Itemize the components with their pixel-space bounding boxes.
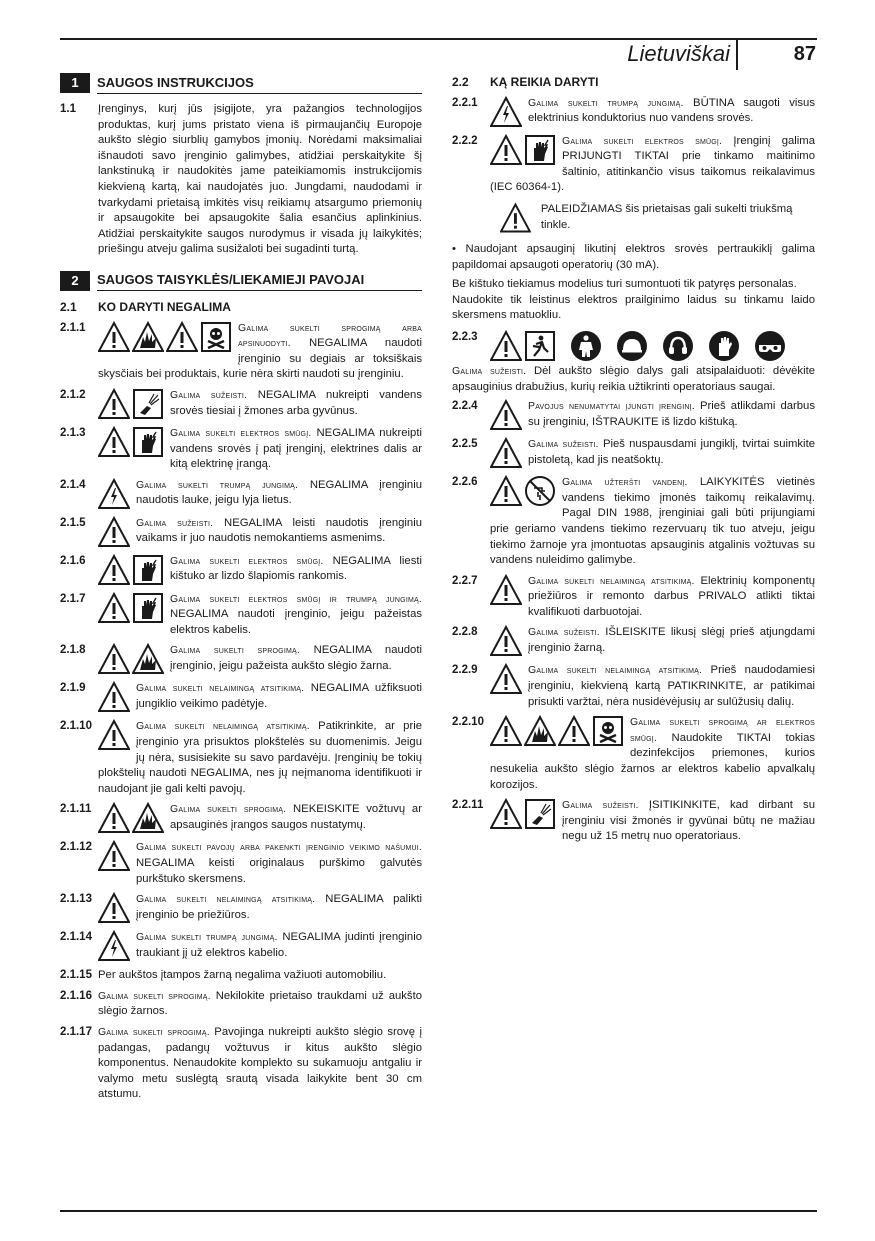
spray-at-person-icon (524, 798, 556, 830)
item-2-1-2 (60, 388, 422, 421)
item-text: NEGALIMA palikti įrenginio be priežiūros. (136, 893, 423, 921)
item-number: 2.1.17 (60, 1026, 92, 1038)
explosion-icon (132, 321, 164, 353)
warning-icon (98, 681, 130, 713)
hazard-caption: Pavojus nenumatytai įjungti įrenginį. (528, 400, 695, 413)
warning-icon (490, 625, 522, 657)
item-2-1-3 (60, 426, 422, 473)
item-number: 2.1.2 (60, 388, 86, 401)
warning-icon (98, 840, 130, 872)
electric-hand-icon (132, 426, 164, 458)
warning-icon (98, 388, 130, 420)
item-text: NEGALIMA naudoti įrenginio, jeigu pažeistas elektros kabelis. (170, 608, 422, 636)
item-number: 2.1.3 (60, 426, 86, 439)
item-text: NEGALIMA nukreipti vandens srovės į patį įrenginį, elektrines dalis ar kitą elektrinę įrangą. (170, 426, 422, 471)
item-2-2-2 (452, 134, 815, 196)
item-text: Pavojinga nukreipti aukšto slėgio srovę į padangas, padangų vožtuvus ir kitus aukšto slėgio komponentus. Nenaudokite komplekto su sukamuoju antgaliu ir valymo metu suslėgtą srautą visada laikykite bent 30 cm atstumu. (98, 1026, 422, 1101)
hazard-caption: Galima sukelti sprogimą arba apsinuodyti. (238, 321, 422, 350)
item-text: NEGALIMA naudoti įrenginio su degiais ar toksiškais skysčiais bei produktais, kurie nėra skirti naudoti su įrenginiu. (98, 337, 422, 381)
item-text: Per aukštos įtampos žarną negalima važiuoti automobiliu. (98, 969, 387, 982)
hazard-caption: Galima sukelti elektros smūgį ir trumpą jungimą. (170, 592, 422, 605)
item-number: 2.1.15 (60, 969, 92, 982)
lightning-icon (490, 96, 522, 128)
hazard-caption: Galima sužeisti. (452, 364, 527, 377)
startup-warning-text: PALEIDŽIAMAS šis prietaisas gali sukelti triukšmą tinkle. (540, 203, 793, 231)
item-2-1-11 (60, 802, 422, 835)
item-text: NEGALIMA nukreipti vandens srovės tiesiai į žmones arba gyvūnus. (170, 388, 422, 417)
subsection-2-2 (452, 75, 815, 91)
item-text: NEGALIMA įrenginiu naudotis lauke, jeigu lyja lietus. (136, 478, 422, 507)
left-column (60, 72, 422, 1108)
warning-icon (98, 592, 130, 624)
hazard-caption: Galima sužeisti. (170, 388, 248, 401)
hazard-caption: Galima sukelti sprogimą. (170, 803, 287, 816)
item-text: NEGALIMA užfiksuoti jungiklio veikimo padėtyje. (136, 682, 422, 711)
item-number: 2.2.2 (452, 134, 478, 147)
toxic-icon (592, 715, 624, 747)
warning-icon (500, 202, 531, 234)
bottom-rule (60, 1210, 817, 1212)
explosion-icon (524, 715, 556, 747)
section-title: SAUGOS TAISYKLĖS/LIEKAMIEJI PAVOJAI (97, 270, 422, 291)
hazard-caption: Galima sukelti elektros smūgį. (170, 554, 324, 567)
section-2-heading (60, 270, 422, 292)
item-number: 2.1.11 (60, 803, 92, 816)
item-text: Pieš nuspausdami jungiklį, tvirtai suimkite pistoletą, kad jis neatšoktų. (528, 438, 815, 466)
item-2-2-8 (452, 625, 815, 658)
item-number: 2.2.5 (452, 438, 478, 451)
hazard-caption: Galima sukelti sprogimą. (98, 989, 211, 1002)
gloves-icon (708, 330, 740, 362)
item-text: NEGALIMA leisti naudotis įrenginiu vaikams ir juo naudotis nemokantiems asmenims. (136, 516, 422, 545)
item-text: NEKEISKITE vožtuvų ar apsauginės įrangos saugos nustatymų. (170, 803, 422, 832)
warning-icon (490, 330, 522, 362)
electric-hand-icon (524, 134, 556, 166)
item-number: 2.1.13 (60, 893, 92, 906)
section-number: 2 (60, 271, 90, 291)
warning-icon (98, 643, 130, 675)
explosion-icon (132, 643, 164, 675)
hazard-caption: Galima sukelti pavojų arba pakenkti įrenginio veikimo našumui. (136, 841, 422, 854)
subsection-number: 2.2 (452, 75, 469, 89)
item-2-1-10 (60, 719, 422, 797)
item-text: LAIKYKITĖS vietinės vandens tiekimo įmonės taikomų reikalavimų. Pagal DIN 1988, įrenginiai gali būti prijungiami prie geriamo vandens tiekimo rezervuarų tik tuo atveju, jeigu tiekimo žarnoje yra įmontuotas apsauginis atgalinis vožtuvas su vandens nuleidimo galimybe. (490, 476, 815, 567)
item-text: Elektrinių komponentų priežiūros ir remonto darbus PRIVALO atlikti tiktai kvalifikuoti darbuotojai. (528, 574, 815, 618)
item-number: 1.1 (60, 103, 76, 115)
goggles-icon (754, 330, 786, 362)
item-number: 2.2.4 (452, 400, 478, 413)
warning-icon (98, 892, 130, 924)
warning-icon (490, 715, 522, 747)
item-2-2-10 (452, 715, 815, 793)
item-2-2-5 (452, 437, 815, 470)
item-text: Įrenginys, kurį jūs įsigijote, yra pažangios technologijos produktas, kurį jums pristato viena iš pirmaujančių Europoje aukšto slėgio siurblių gamybos įmonių. Norėdami maksimaliai išnaudoti savo įrenginio galimybes, atidžiai perskaitykite šį lankstinuką ir naudokitės jame pateikiamomis instrukcijomis kiekvieną kartą, kai naudojatės juo. Jungdami, naudodami ir tvarkydami prietaisą imkitės visų reikiamų atsargumo priemonių ir apsaugokite bei apsaugokite šalia esančius aplinkinius. Atidžiai perskaitykite saugos nurodymus ir visada jų laikykitės; priešingu atveju galima susižaloti bei sugadinti turtą. (98, 103, 422, 256)
hazard-caption: Galima sukelti nelaimingą atsitikimą. (136, 893, 316, 906)
section-1-heading (60, 72, 422, 94)
startup-warning (500, 202, 815, 234)
spray-at-person-icon (132, 388, 164, 420)
item-2-1-16 (60, 989, 422, 1020)
item-number: 2.2.11 (452, 799, 484, 812)
hazard-caption: Galima sukelti trumpą jungimą. (136, 931, 278, 944)
item-1-1 (60, 102, 422, 258)
item-number: 2.1.12 (60, 841, 92, 854)
flying-debris-icon (524, 330, 556, 362)
warning-icon (490, 475, 522, 507)
hazard-caption: Galima sužeisti. (136, 516, 214, 529)
item-2-1-15 (60, 968, 422, 984)
hazard-caption: Galima sukelti sprogimą. (98, 1026, 210, 1038)
item-text: Dėl aukšto slėgio dalys gali atsipalaiduoti: dėvėkite apsauginius drabužius, kurių reikia užtikrinti operatoriaus saugai. (452, 364, 816, 393)
hazard-caption: Galima sukelti sprogimą. (170, 644, 300, 657)
item-2-2-1 (452, 96, 815, 129)
hazard-caption: Galima sukelti elektros smūgį. (170, 426, 312, 439)
hazard-caption: Galima užteršti vandenį. (562, 476, 688, 489)
header-divider (736, 38, 738, 70)
warning-icon (98, 554, 130, 586)
warning-icon (98, 426, 130, 458)
extension-note: Naudokite tik leistinus elektros prailginimo laidus su tinkamu laido skersmens matuokliu. (452, 293, 815, 322)
item-number: 2.2.6 (452, 476, 478, 489)
hazard-caption: Galima sukelti elektros smūgį. (562, 134, 723, 147)
item-number: 2.1.5 (60, 516, 86, 529)
section-number: 1 (60, 73, 90, 93)
item-2-1-7 (60, 592, 422, 639)
right-column (452, 72, 815, 850)
item-text: BŪTINA saugoti visus elektrinius konduktorius nuo vandens srovės. (528, 96, 815, 125)
warning-icon (490, 574, 522, 606)
item-number: 2.2.8 (452, 626, 478, 639)
item-2-1-5 (60, 516, 422, 549)
explosion-icon (132, 802, 164, 834)
warning-icon (98, 802, 130, 834)
warning-icon (558, 715, 590, 747)
warning-icon (98, 719, 130, 751)
item-text: NEGALIMA liesti kištuko ar lizdo šlapiomis rankomis. (170, 554, 422, 583)
item-text: Patikrinkite, ar prie įrenginio yra prisuktos plokštelės su duomenimis. Jeigu jų nėra, susisiekite su savo pardavėju. Įrenginių be tokių plokštelių naudoti NEGALIMA, nes jų neįmanoma identifikuoti ir naudojant jie gali kelti pavojų. (98, 720, 423, 795)
subsection-2-1 (60, 300, 422, 316)
protective-suit-icon (570, 330, 602, 362)
hazard-caption: Galima sužeisti. (528, 438, 599, 451)
item-text: Prieš atlikdami darbus su įrenginiu, IŠTRAUKITE iš lizdo kištuką. (528, 400, 815, 428)
item-2-2-11 (452, 798, 815, 845)
item-number: 2.1.4 (60, 478, 86, 491)
item-number: 2.2.1 (452, 96, 478, 109)
hazard-caption: Galima sukelti trumpą jungimą. (136, 478, 299, 491)
subsection-number: 2.1 (60, 299, 77, 314)
warning-icon (490, 663, 522, 695)
hazard-caption: Galima sukelti nelaimingą atsitikimą. (528, 664, 703, 677)
item-text: NEGALIMA judinti įrenginio traukiant jį už elektros kabelio. (136, 931, 422, 959)
warning-icon (490, 798, 522, 830)
warning-icon (98, 321, 130, 353)
helmet-icon (616, 330, 648, 362)
item-2-2-6 (452, 475, 815, 569)
ear-protection-icon (662, 330, 694, 362)
item-text: Naudokite TIKTAI tokias dezinfekcijos priemones, kurios nesukelia aukšto slėgio žarnos ar elektros kabelio apvalkalų korozijos. (490, 731, 815, 791)
item-number: 2.1.6 (60, 554, 86, 567)
hazard-caption: Galima sužeisti. (528, 626, 600, 639)
hazard-caption: Galima sukelti trumpą jungimą. (528, 96, 684, 109)
plug-note: Be kištuko tiekiamus modelius turi sumontuoti tik patyręs personalas. (452, 278, 797, 291)
hazard-caption: Galima sukelti nelaimingą atsitikimą. (136, 720, 310, 733)
item-2-1-1 (60, 321, 422, 383)
item-text: Prieš naudodamiesi įrenginiu, kiekvieną kartą PATIKRINKITE, ar patikimai prisukti varžtai, nėra nusidėvėjusių ar sulūžusių dalių. (528, 664, 816, 708)
item-text: ĮSITIKINKITE, kad dirbant su įrenginiu visi žmonės ir gyvūnai būtų ne mažiau negu už 15 metrų nuo operatoriaus. (562, 799, 815, 843)
item-2-1-13 (60, 892, 422, 925)
warning-icon (490, 399, 522, 431)
warning-icon (98, 516, 130, 548)
item-2-1-8 (60, 643, 422, 676)
item-number: 2.2.7 (452, 574, 478, 587)
warning-icon (490, 134, 522, 166)
hazard-caption: Galima sukelti nelaimingą atsitikimą. (136, 682, 305, 695)
item-text: Įrenginį galima PRIJUNGTI TIKTAI prie tinkamo maitinimo šaltinio, atitinkančio visus taikomus reikalavimus (IEC 60364-1). (490, 134, 816, 194)
language-label: Lietuviškai (627, 41, 730, 66)
page-number: 87 (793, 43, 816, 65)
item-number: 2.1.7 (60, 592, 86, 605)
item-text: NEGALIMA naudoti įrenginio, jeigu pažeista aukšto slėgio žarna. (170, 644, 422, 673)
item-number: 2.1.10 (60, 720, 92, 733)
item-number: 2.1.16 (60, 989, 92, 1002)
item-2-2-9 (452, 663, 815, 710)
electric-hand-icon (132, 592, 164, 624)
lightning-icon (98, 478, 130, 510)
item-number: 2.2.9 (452, 664, 478, 677)
electric-hand-icon (132, 554, 164, 586)
item-2-1-12 (60, 840, 422, 887)
section-title: SAUGOS INSTRUKCIJOS (97, 73, 422, 94)
hazard-caption: Galima sukelti nelaimingą atsitikimą. (528, 574, 695, 587)
no-water-contamination-icon (524, 475, 556, 507)
hazard-caption: Galima sužeisti. (562, 799, 639, 812)
item-2-2-3-text (452, 364, 815, 395)
item-2-1-9 (60, 681, 422, 714)
item-number: 2.1.1 (60, 321, 86, 334)
item-2-1-6 (60, 554, 422, 587)
item-2-2-4 (452, 399, 815, 432)
item-2-1-17 (60, 1025, 422, 1103)
subsection-title: KO DARYTI NEGALIMA (98, 299, 231, 314)
item-2-1-14 (60, 930, 422, 963)
rcd-note: • Naudojant apsauginį likutinį elektros srovės pertraukiklį galima papildomai apsaugoti operatorių (30 mA). (452, 242, 815, 271)
subsection-title: KĄ REIKIA DARYTI (490, 75, 599, 89)
item-number: 2.1.9 (60, 682, 86, 695)
warning-icon (490, 437, 522, 469)
item-2-2-3 (452, 330, 815, 362)
item-text: IŠLEISKITE likusį slėgį prieš atjungdami įrenginio žarną. (528, 626, 815, 655)
item-number: 2.2.3 (452, 330, 478, 343)
hazard-caption: Galima sukelti sprogimą ar elektros smūgį. (630, 716, 815, 744)
item-2-2-7 (452, 574, 815, 621)
item-number: 2.1.14 (60, 931, 92, 944)
item-2-1-4 (60, 478, 422, 511)
item-text: NEGALIMA keisti originalaus purškimo galvutės purkštuko skersmens. (136, 857, 422, 885)
warning-icon (166, 321, 198, 353)
item-number: 2.1.8 (60, 644, 86, 657)
item-number: 2.2.10 (452, 716, 484, 729)
toxic-icon (200, 321, 232, 353)
item-text: Nekilokite prietaiso traukdami už aukšto slėgio žarnos. (98, 989, 422, 1018)
lightning-icon (98, 930, 130, 962)
